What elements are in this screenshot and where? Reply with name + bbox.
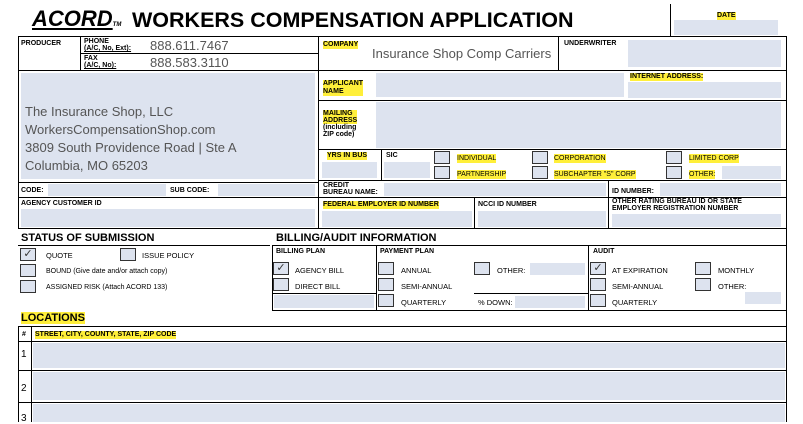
internet-address-field[interactable] [628,82,781,98]
other-rating-label: OTHER RATING BUREAU ID OR STATE EMPLOYER REGISTRATION NUMBER [612,198,742,212]
audit-quarterly-label: QUARTERLY [612,298,658,307]
payment-other-label: OTHER: [497,266,526,275]
annual-checkbox[interactable] [378,262,394,275]
address-line: The Insurance Shop, LLC [25,104,174,119]
agency-bill-checkbox[interactable]: ✓ [273,262,289,275]
locations-hash: # [22,331,26,338]
payment-other-field[interactable] [530,263,585,275]
mailing-address-label: MAILING ADDRESS (including ZIP code) [323,110,358,138]
agency-bill-label: AGENCY BILL [295,266,345,275]
locations-address-header: STREET, CITY, COUNTY, STATE, ZIP CODE [35,331,177,338]
address-line: Columbia, MO 65203 [25,158,148,173]
audit-other-checkbox[interactable] [695,278,711,291]
audit-semi-annual-label: SEMI-ANNUAL [612,282,664,291]
billing-other-field[interactable] [274,295,374,308]
sic-field[interactable] [384,162,430,178]
billing-title: BILLING/AUDIT INFORMATION [276,232,437,244]
other-entity-label: OTHER: [689,171,716,178]
subchapter-s-label: SUBCHAPTER "S" CORP [554,171,636,178]
fax-sub-label: (A/C, No): [84,62,117,69]
applicant-name-field[interactable] [376,73,624,97]
date-field[interactable] [674,20,778,35]
fein-field[interactable] [322,211,472,227]
pct-down-field[interactable] [515,296,585,308]
other-entity-field[interactable] [722,166,781,179]
phone-value[interactable]: 888.611.7467 [150,38,229,53]
page-title: WORKERS COMPENSATION APPLICATION [132,8,574,32]
audit-semi-annual-checkbox[interactable] [590,278,606,291]
individual-checkbox[interactable] [434,151,450,164]
issue-policy-label: ISSUE POLICY [142,251,195,260]
sic-label: SIC [386,152,398,159]
status-title: STATUS OF SUBMISSION [21,232,155,244]
company-label: COMPANY [323,41,359,48]
quote-checkbox[interactable]: ✓ [20,248,36,261]
date-label: DATE [717,12,736,19]
ncci-label: NCCI ID NUMBER [478,201,537,208]
direct-bill-label: DIRECT BILL [295,282,341,291]
payment-plan-label: PAYMENT PLAN [380,248,435,255]
quarterly-label: QUARTERLY [401,298,447,307]
mailing-address-field[interactable] [376,102,781,148]
assigned-risk-checkbox[interactable] [20,280,36,293]
fein-label: FEDERAL EMPLOYER ID NUMBER [323,201,439,208]
quarterly-checkbox[interactable] [378,294,394,307]
credit-bureau-field[interactable] [384,183,606,196]
location-row-number: 1 [21,349,27,360]
sub-code-label: SUB CODE: [170,187,210,194]
applicant-name-label: APPLICANT NAME [323,80,364,95]
semi-annual-checkbox[interactable] [378,278,394,291]
producer-address [25,103,237,175]
id-number-field[interactable] [660,183,781,196]
address-line: WorkersCompensationShop.com [25,122,216,137]
ncci-field[interactable] [478,211,606,227]
internet-address-label: INTERNET ADDRESS: [630,73,704,80]
company-value[interactable]: Insurance Shop Comp Carriers [372,46,552,61]
logo-tm: TM [112,22,122,28]
limited-corp-label: LIMITED CORP [689,155,739,162]
yrs-in-bus-label: YRS IN BUS [327,152,368,159]
audit-label: AUDIT [593,248,615,255]
corporation-label: CORPORATION [554,155,606,162]
acord-logo [32,6,121,32]
location-row-2-field[interactable] [33,372,785,400]
billing-plan-label: BILLING PLAN [276,248,325,255]
underwriter-field[interactable] [628,40,781,67]
corporation-checkbox[interactable] [532,151,548,164]
audit-other-field[interactable] [745,292,781,304]
bound-checkbox[interactable] [20,264,36,277]
audit-quarterly-checkbox[interactable] [590,294,606,307]
agency-customer-id-label: AGENCY CUSTOMER ID [21,200,102,207]
agency-customer-id-field[interactable] [21,209,315,227]
underwriter-label: UNDERWRITER [564,40,617,47]
location-row-number: 2 [21,383,27,394]
semi-annual-label: SEMI-ANNUAL [401,282,453,291]
assigned-risk-label: ASSIGNED RISK (Attach ACORD 133) [46,284,168,291]
logo-text: ACORD [32,6,113,31]
individual-label: INDIVIDUAL [457,155,497,162]
other-rating-field[interactable] [612,214,781,227]
other-entity-checkbox[interactable] [666,166,682,179]
locations-title: LOCATIONS [21,312,85,324]
subchapter-s-checkbox[interactable] [532,166,548,179]
sub-code-field[interactable] [218,184,315,196]
payment-other-checkbox[interactable] [474,262,490,275]
producer-label: PRODUCER [21,40,62,47]
at-expiration-label: AT EXPIRATION [612,266,668,275]
code-label: CODE: [21,187,44,194]
bound-label: BOUND (Give date and/or attach copy) [46,268,168,275]
pct-down-label: % DOWN: [478,298,513,307]
annual-label: ANNUAL [401,266,432,275]
address-line: 3809 South Providence Road | Ste A [25,140,237,155]
code-field[interactable] [48,184,166,196]
monthly-label: MONTHLY [718,266,755,275]
partnership-checkbox[interactable] [434,166,450,179]
location-row-1-field[interactable] [33,343,785,368]
quote-label: QUOTE [46,251,73,260]
fax-value[interactable]: 888.583.3110 [150,55,229,70]
location-row-number: 3 [21,413,27,424]
credit-bureau-label: CREDIT BUREAU NAME: [323,182,378,196]
at-expiration-checkbox[interactable]: ✓ [590,262,606,275]
limited-corp-checkbox[interactable] [666,151,682,164]
partnership-label: PARTNERSHIP [457,171,507,178]
monthly-checkbox[interactable] [695,262,711,275]
yrs-in-bus-field[interactable] [322,162,377,178]
phone-sub-label: (A/C, No, Ext): [84,45,132,52]
audit-other-label: OTHER: [718,282,747,291]
fax-label: FAX [84,55,98,62]
location-row-3-field[interactable] [33,404,785,422]
id-number-label: ID NUMBER: [612,188,654,195]
issue-policy-checkbox[interactable] [120,248,136,261]
phone-label: PHONE [84,38,109,45]
direct-bill-checkbox[interactable] [273,278,289,291]
